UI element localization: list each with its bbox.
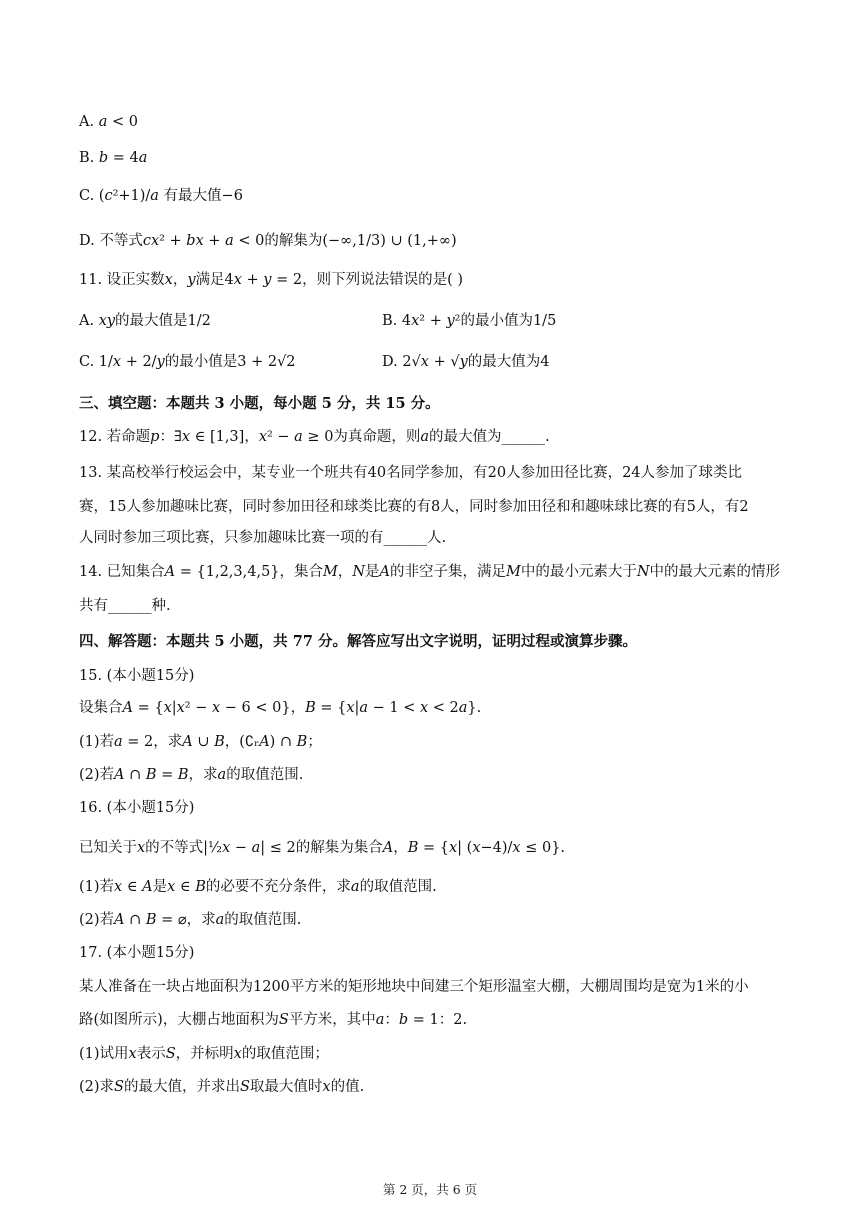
question-17-part-1: (1)试用𝑥表示𝑆，并标明𝑥的取值范围；	[79, 1046, 329, 1062]
question-17-stem-line-1: 某人准备在一块占地面积为1200平方米的矩形地块中间建三个矩形温室大棚，大棚周围均是宽为1米的小	[79, 979, 749, 995]
question-13-line-2: 赛，15人参加趣味比赛，同时参加田径和球类比赛的有8人，同时参加田径和和趣味球比赛的有5人，有2	[79, 499, 749, 515]
question-16-header: 16. (本小题15分)	[79, 800, 195, 816]
option-b: B. 𝑏 = 4𝑎	[79, 150, 148, 166]
page-number-footer: 第 2 页，共 6 页	[382, 1182, 478, 1197]
question-14-line-2: 共有______种.	[79, 598, 171, 614]
question-16-part-1: (1)若𝑥 ∈ 𝐴是𝑥 ∈ 𝐵的必要不充分条件，求𝑎的取值范围.	[79, 879, 437, 895]
q11-option-c: C. 1/𝑥 + 2/𝑦的最小值是3 + 2√2	[79, 354, 296, 370]
question-16-part-2: (2)若𝐴 ∩ 𝐵 = ⌀，求𝑎的取值范围.	[79, 912, 302, 928]
option-a: A. 𝑎 < 0	[79, 114, 138, 130]
question-15-header: 15. (本小题15分)	[79, 668, 195, 684]
question-14-line-1: 14. 已知集合𝐴 = {1,2,3,4,5}，集合𝑀，𝑁是𝐴的非空子集，满足𝑀中的最小元素大于𝑁中的最大元素的情形	[79, 564, 781, 580]
question-13-line-3: 人同时参加三项比赛，只参加趣味比赛一项的有______人.	[79, 530, 447, 546]
q11-option-a: A. 𝑥𝑦的最大值是1/2	[79, 313, 211, 329]
option-d: D. 不等式𝑐𝑥² + 𝑏𝑥 + 𝑎 < 0的解集为(−∞,1/3) ∪ (1,+∞)	[79, 233, 457, 249]
question-15-part-1: (1)若𝑎 = 2，求𝐴 ∪ 𝐵，(∁ᵣ𝐴) ∩ 𝐵；	[79, 734, 322, 750]
section-heading-solve: 四、解答题：本题共 5 小题，共 77 分。解答应写出文字说明，证明过程或演算步骤。	[79, 633, 637, 650]
section-heading-fill-in: 三、填空题：本题共 3 小题，每小题 5 分，共 15 分。	[79, 395, 440, 412]
q11-option-b: B. 4𝑥² + 𝑦²的最小值为1/5	[382, 313, 557, 329]
question-17-part-2: (2)求𝑆的最大值，并求出𝑆取最大值时𝑥的值.	[79, 1079, 365, 1095]
q11-option-d: D. 2√𝑥 + √𝑦的最大值为4	[382, 354, 550, 370]
question-12: 12. 若命题𝑝：∃𝑥 ∈ [1,3]，𝑥² − 𝑎 ≥ 0为真命题，则𝑎的最大值为______.	[79, 429, 550, 445]
question-15-stem: 设集合𝐴 = {𝑥|𝑥² − 𝑥 − 6 < 0}，𝐵 = {𝑥|𝑎 − 1 < 𝑥 < 2𝑎}.	[79, 700, 482, 716]
question-13-line-1: 13. 某高校举行校运会中，某专业一个班共有40名同学参加，有20人参加田径比赛，24人参加了球类比	[79, 465, 743, 481]
question-17-header: 17. (本小题15分)	[79, 945, 195, 961]
question-16-stem: 已知关于𝑥的不等式|½𝑥 − 𝑎| ≤ 2的解集为集合𝐴，𝐵 = {𝑥| (𝑥−4)/𝑥 ≤ 0}.	[79, 840, 566, 856]
question-15-part-2: (2)若𝐴 ∩ 𝐵 = 𝐵，求𝑎的取值范围.	[79, 767, 304, 783]
question-17-stem-line-2: 路(如图所示)，大棚占地面积为𝑆平方米，其中𝑎：𝑏 = 1：2.	[79, 1012, 468, 1028]
question-11: 11. 设正实数𝑥，𝑦满足4𝑥 + 𝑦 = 2，则下列说法错误的是( )	[79, 272, 464, 288]
option-c: C. (𝑐²+1)/𝑎 有最大值−6	[79, 188, 243, 204]
